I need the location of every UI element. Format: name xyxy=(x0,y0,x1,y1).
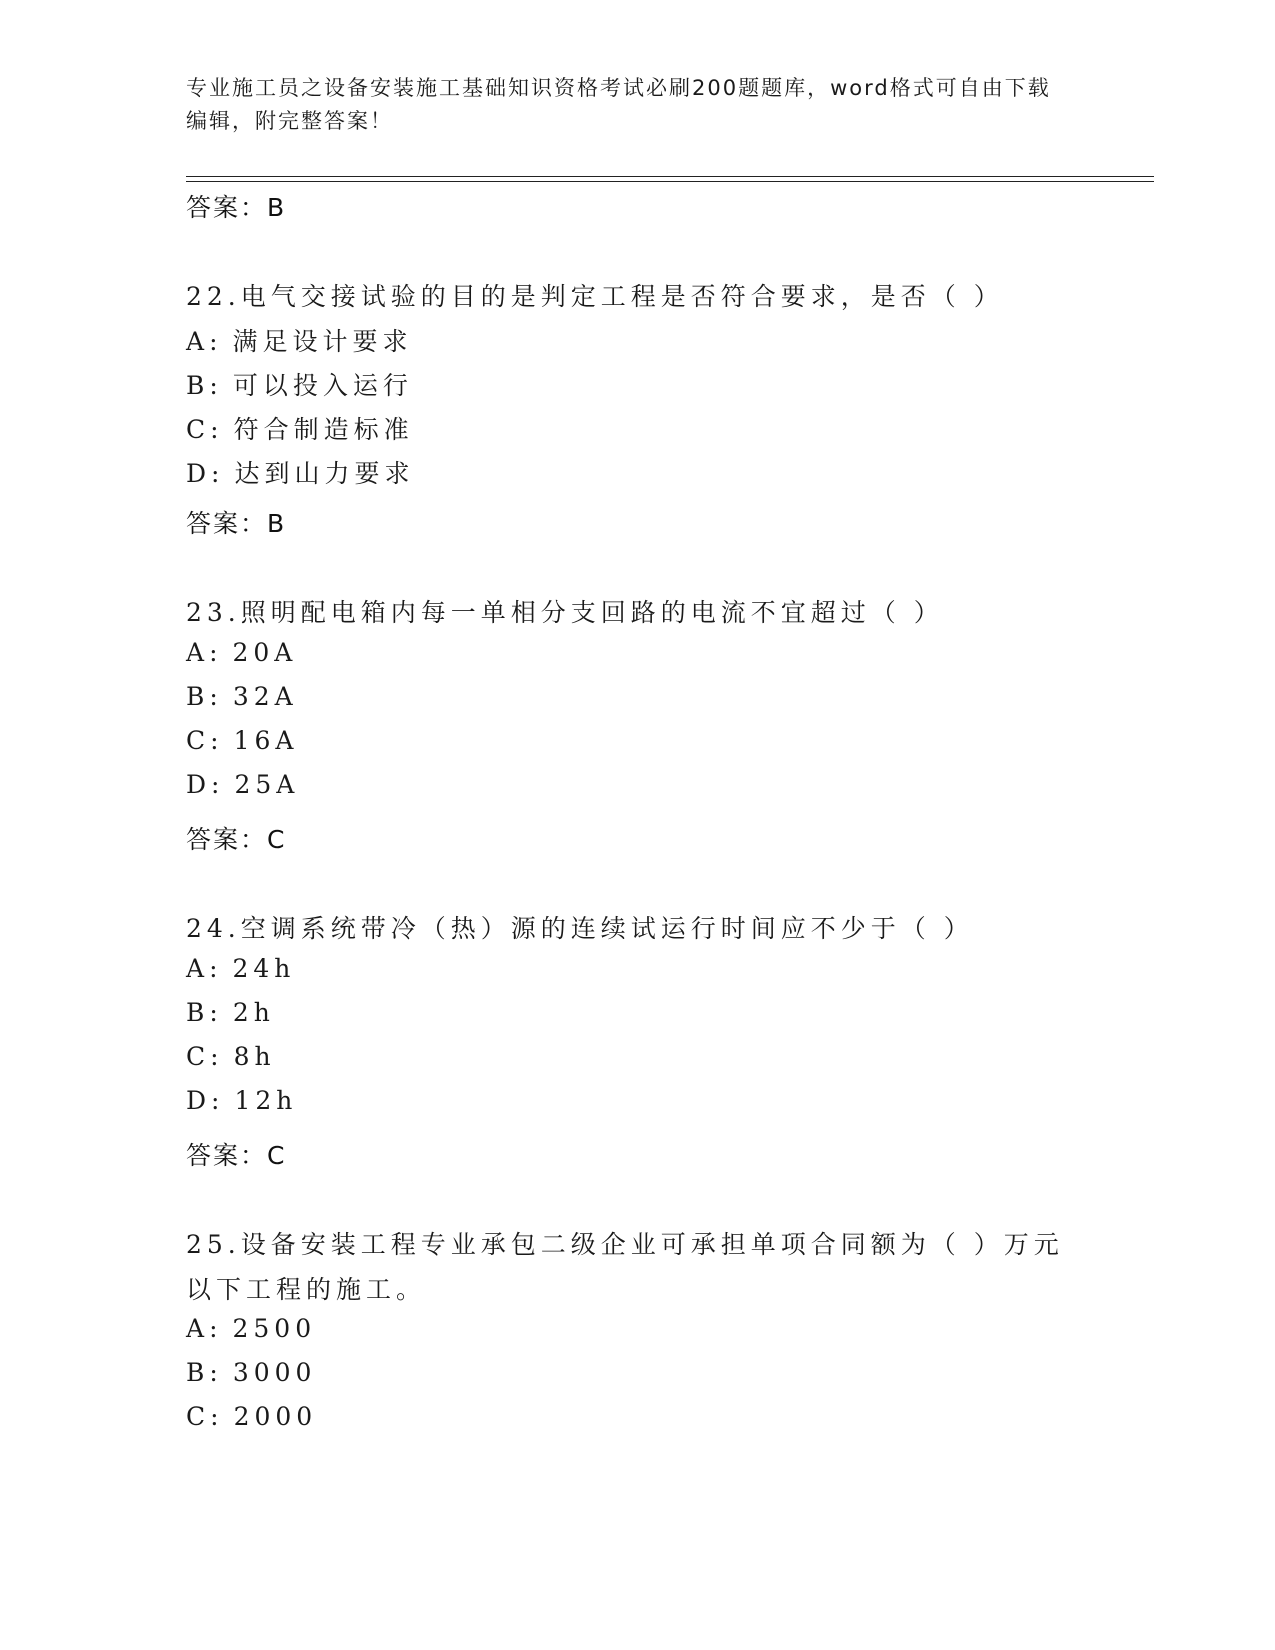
option-separator: : xyxy=(210,1042,224,1071)
option-letter: A xyxy=(186,638,210,667)
question-text: 空调系统带冷（热）源的连续试运行时间应不少于（ ） xyxy=(240,914,974,943)
option-separator: : xyxy=(211,1086,225,1115)
answer-line xyxy=(186,820,286,856)
option-text: 25A xyxy=(234,770,300,799)
option-separator: : xyxy=(209,998,223,1027)
option-letter: A xyxy=(186,1314,210,1343)
answer-label: 答案： xyxy=(186,509,268,538)
option-separator: : xyxy=(209,954,223,983)
option-text: 24h xyxy=(232,954,296,983)
option-text: 满足设计要求 xyxy=(232,327,413,356)
option-letter: D xyxy=(186,459,212,488)
option-separator: : xyxy=(209,1358,223,1387)
option-b xyxy=(186,682,298,711)
question-number: 23. xyxy=(186,598,241,627)
answer-label: 答案： xyxy=(186,825,268,854)
answer-label: 答案： xyxy=(186,1141,268,1170)
option-separator: : xyxy=(209,327,223,356)
option-c xyxy=(186,1402,317,1431)
option-letter: B xyxy=(186,998,210,1027)
answer-value: C xyxy=(267,1141,287,1170)
question-number: 24. xyxy=(186,914,241,943)
option-letter: A xyxy=(186,954,210,983)
option-separator: : xyxy=(209,371,223,400)
question-25 xyxy=(186,1222,1066,1312)
option-text: 2000 xyxy=(233,1402,318,1431)
option-text: 20A xyxy=(232,638,298,667)
option-d xyxy=(186,454,415,490)
question-23 xyxy=(186,590,1066,635)
answer-line xyxy=(186,1136,286,1172)
option-text: 符合制造标准 xyxy=(233,415,414,444)
option-b xyxy=(186,366,413,402)
option-text: 2500 xyxy=(232,1314,317,1343)
option-text: 12h xyxy=(234,1086,298,1115)
question-24 xyxy=(186,906,1066,951)
option-letter: C xyxy=(186,726,211,755)
option-letter: C xyxy=(186,1042,211,1071)
option-c xyxy=(186,726,298,755)
option-separator: : xyxy=(209,682,223,711)
option-a xyxy=(186,322,413,358)
option-text: 32A xyxy=(232,682,298,711)
question-number: 25. xyxy=(186,1230,241,1259)
option-text: 可以投入运行 xyxy=(232,371,413,400)
question-text: 电气交接试验的目的是判定工程是否符合要求，是否（ ） xyxy=(240,282,1004,311)
option-b xyxy=(186,1358,316,1387)
document-header: 专业施工员之设备安装施工基础知识资格考试必刷200题题库，word格式可自由下载编辑，附完整答案！ xyxy=(186,76,1051,133)
option-separator: : xyxy=(210,415,224,444)
option-text: 8h xyxy=(233,1042,276,1071)
question-text: 照明配电箱内每一单相分支回路的电流不宜超过（ ） xyxy=(240,598,944,627)
option-letter: D xyxy=(186,1086,212,1115)
answer-line xyxy=(186,504,286,540)
answer-label: 答案： xyxy=(186,193,268,222)
answer-line xyxy=(186,188,286,224)
option-text: 2h xyxy=(232,998,275,1027)
option-letter: A xyxy=(186,327,210,356)
option-letter: B xyxy=(186,682,210,711)
option-separator: : xyxy=(209,1314,223,1343)
question-text: 设备安装工程专业承包二级企业可承担单项合同额为（ ）万元以下工程的施工。 xyxy=(186,1230,1064,1304)
option-b xyxy=(186,998,275,1027)
option-letter: C xyxy=(186,415,211,444)
option-separator: : xyxy=(211,459,225,488)
header-divider-top xyxy=(186,176,1154,177)
option-separator: : xyxy=(211,770,225,799)
answer-value: B xyxy=(267,509,287,538)
option-c xyxy=(186,410,414,446)
option-a xyxy=(186,1314,316,1343)
option-separator: : xyxy=(210,726,224,755)
header-divider-bottom xyxy=(186,181,1154,182)
option-d xyxy=(186,1086,297,1115)
option-separator: : xyxy=(209,638,223,667)
option-text: 3000 xyxy=(232,1358,317,1387)
option-a xyxy=(186,954,295,983)
question-number: 22. xyxy=(186,282,241,311)
answer-value: B xyxy=(267,193,287,222)
option-text: 达到山力要求 xyxy=(234,459,415,488)
option-d xyxy=(186,770,299,799)
option-letter: B xyxy=(186,1358,210,1387)
option-a xyxy=(186,638,297,667)
option-separator: : xyxy=(210,1402,224,1431)
question-22 xyxy=(186,274,1066,319)
option-letter: B xyxy=(186,371,210,400)
option-letter: C xyxy=(186,1402,211,1431)
option-c xyxy=(186,1042,276,1071)
option-letter: D xyxy=(186,770,212,799)
answer-value: C xyxy=(267,825,287,854)
option-text: 16A xyxy=(233,726,299,755)
